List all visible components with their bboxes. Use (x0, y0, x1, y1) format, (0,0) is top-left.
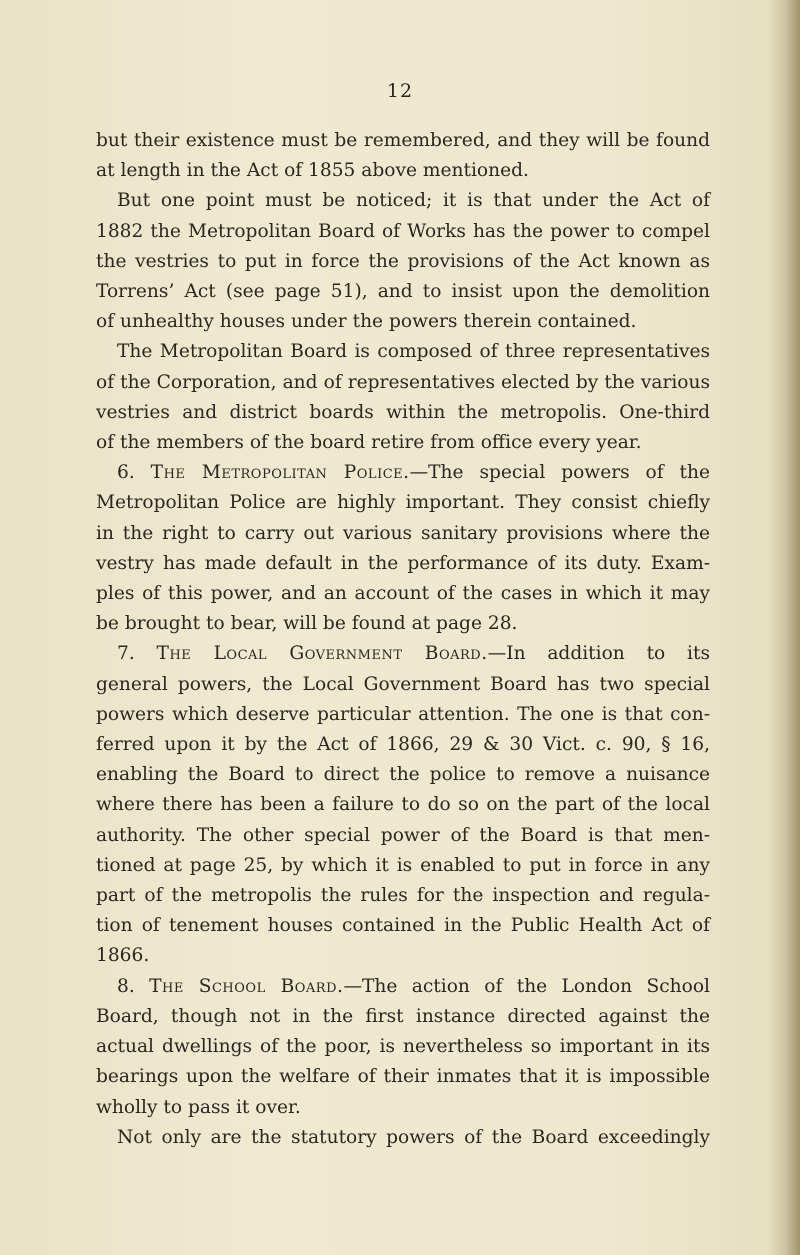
text-line: tioned at page 25, by which it is enabled to put in force in any (96, 854, 710, 876)
text-line: ples of this power, and an account of the cases in which it may (96, 583, 710, 605)
text-line: actual dwellings of the poor, is nevertheless so important in its (96, 1036, 710, 1058)
body-text (96, 126, 710, 1153)
section-heading: The Local Government Board. (156, 643, 488, 665)
text-line: where there has been a failure to do so on the part of the local (96, 794, 710, 816)
paragraph (96, 126, 710, 186)
section-number: 8. (117, 975, 135, 997)
section-heading-rest: —The special powers of the (409, 462, 711, 484)
text-line: in the right to carry out various sanitary provisions where the (96, 522, 710, 544)
text-line: the vestries to put in force the provisions of the Act known as (96, 250, 710, 272)
paragraph (96, 186, 710, 337)
section-number: 6. (117, 462, 135, 484)
page-number: 12 (386, 80, 414, 102)
text-line: 1882 the Metropolitan Board of Works has the power to compel (96, 220, 710, 242)
paragraph (96, 1123, 710, 1153)
section-heading: The Metropolitan Police. (150, 462, 410, 484)
text-line: of unhealthy houses under the powers therein contained. (96, 311, 637, 333)
section-heading: The School Board. (149, 975, 344, 997)
section-heading-line (96, 972, 710, 1002)
section-heading-line (96, 458, 710, 488)
text-line: at length in the Act of 1855 above mentioned. (96, 160, 529, 182)
section-heading-rest: —In addition to its (487, 643, 710, 665)
section-local-government-board (96, 639, 710, 971)
text-line: authority. The other special power of the Board is that men- (96, 824, 710, 846)
text-line: vestry has made default in the performance of its duty. Exam- (96, 552, 710, 574)
text-line: enabling the Board to direct the police to remove a nuisance (96, 764, 710, 786)
text-line: tion of tenement houses contained in the Public Health Act of (96, 915, 710, 937)
section-school-board (96, 972, 710, 1123)
text-line: of the members of the board retire from office every year. (96, 432, 642, 454)
text-line: Torrens’ Act (see page 51), and to insist upon the demolition (96, 281, 710, 303)
text-line: wholly to pass it over. (96, 1096, 301, 1118)
paragraph (96, 337, 710, 458)
text-line: of the Corporation, and of representatives elected by the various (96, 371, 710, 393)
text-line: general powers, the Local Government Board has two special (96, 673, 710, 695)
page-edge-shadow (786, 0, 800, 1255)
text-line: bearings upon the welfare of their inmates that it is impossible (96, 1066, 710, 1088)
text-line: But one point must be noticed; it is that under the Act of (117, 190, 710, 212)
text-line: The Metropolitan Board is composed of three representatives (117, 341, 710, 363)
text-line: but their existence must be remembered, and they will be found (96, 130, 710, 151)
text-line: part of the metropolis the rules for the inspection and regula- (96, 885, 710, 907)
section-heading-rest: —The action of the London School (343, 975, 710, 997)
text-line: ferred upon it by the Act of 1866, 29 & 30 Vict. c. 90, § 16, (96, 734, 710, 756)
text-line: Board, though not in the first instance directed against the (96, 1005, 710, 1027)
text-line: be brought to bear, will be found at page 28. (96, 613, 518, 635)
section-heading-line (96, 639, 710, 669)
section-metropolitan-police (96, 458, 710, 639)
text-line: vestries and district boards within the metropolis. One-third (96, 401, 710, 423)
section-number: 7. (117, 643, 135, 665)
text-line: Metropolitan Police are highly important. They consist chiefly (96, 492, 710, 514)
text-line: Not only are the statutory powers of the Board exceedingly (117, 1126, 710, 1148)
text-line: 1866. (96, 945, 150, 967)
text-line: powers which deserve particular attention. The one is that con- (96, 703, 710, 725)
